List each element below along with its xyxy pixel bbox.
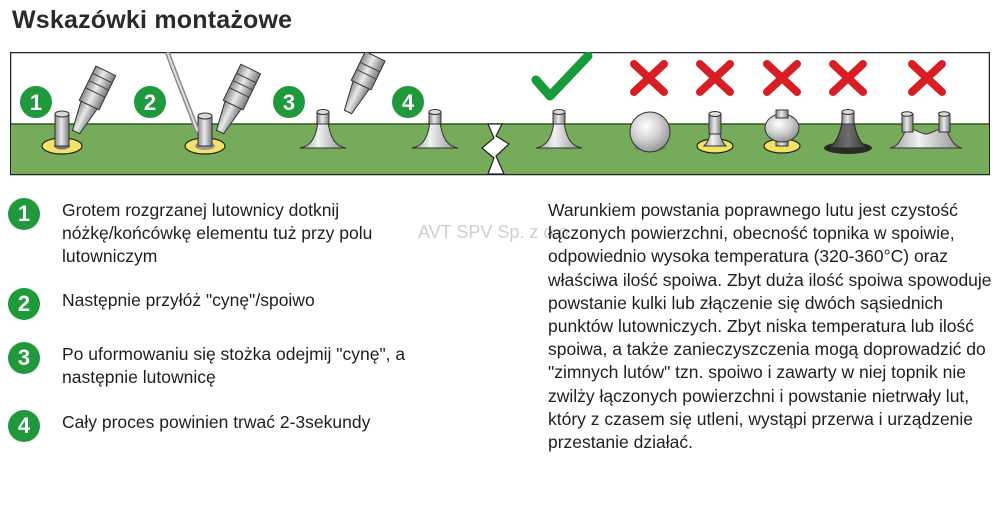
step-number-badge: 3 bbox=[8, 342, 40, 374]
step-item-1 bbox=[8, 198, 417, 268]
step-text: Po uformowaniu się stożka odejmij "cynę", a następnie lutownicę bbox=[62, 344, 406, 387]
step-item-4 bbox=[8, 410, 417, 442]
watermark: AVT SPV Sp. z o.o. bbox=[418, 222, 574, 242]
step-4-badge-label: 4 bbox=[401, 90, 415, 115]
step-text: Grotem rozgrzanej lutownicy dotknij nóżkę/końcówkę elementu tuż przy polu lutowniczym bbox=[62, 200, 373, 266]
soldering-illustration bbox=[10, 52, 990, 176]
step-number-badge: 2 bbox=[8, 288, 40, 320]
explanation-paragraph: Warunkiem powstania poprawnego lutu jest czystość łączonych powierzchni, obecność topnika w spoiwie, odpowiednio wysoka temperatura (320-360°C) oraz właściwa ilość spoiwa. Zbyt duża ilość spoiwa spowoduje powstanie kulki lub złączenie się dwóch sąsiednich punktów lutowniczych. Zbyt niska temperatura lub ilość spoiwa, a także zanieczyszczenia mogą doprowadzić do "zimnych lutów" tzn. spoiwo i zawarty w niej topnik nie zwilży łączonych powierzchni i powstanie nietrwały lut, który z czasem się utleni, wystąpi przerwa i urządzenie przestanie działać. bbox=[548, 200, 992, 453]
step-item-2 bbox=[8, 288, 417, 320]
step-3-badge-label: 3 bbox=[282, 90, 296, 115]
step-number-badge: 1 bbox=[8, 198, 40, 230]
step-2-badge-label: 2 bbox=[143, 90, 157, 115]
step-text: Cały proces powinien trwać 2-3sekundy bbox=[62, 412, 371, 432]
step-number-badge: 4 bbox=[8, 410, 40, 442]
step-1-badge-label: 1 bbox=[29, 90, 43, 115]
page-title: Wskazówki montażowe bbox=[12, 6, 293, 34]
step-item-3 bbox=[8, 342, 417, 389]
step-text: Następnie przyłóż "cynę"/spoiwo bbox=[62, 290, 315, 310]
